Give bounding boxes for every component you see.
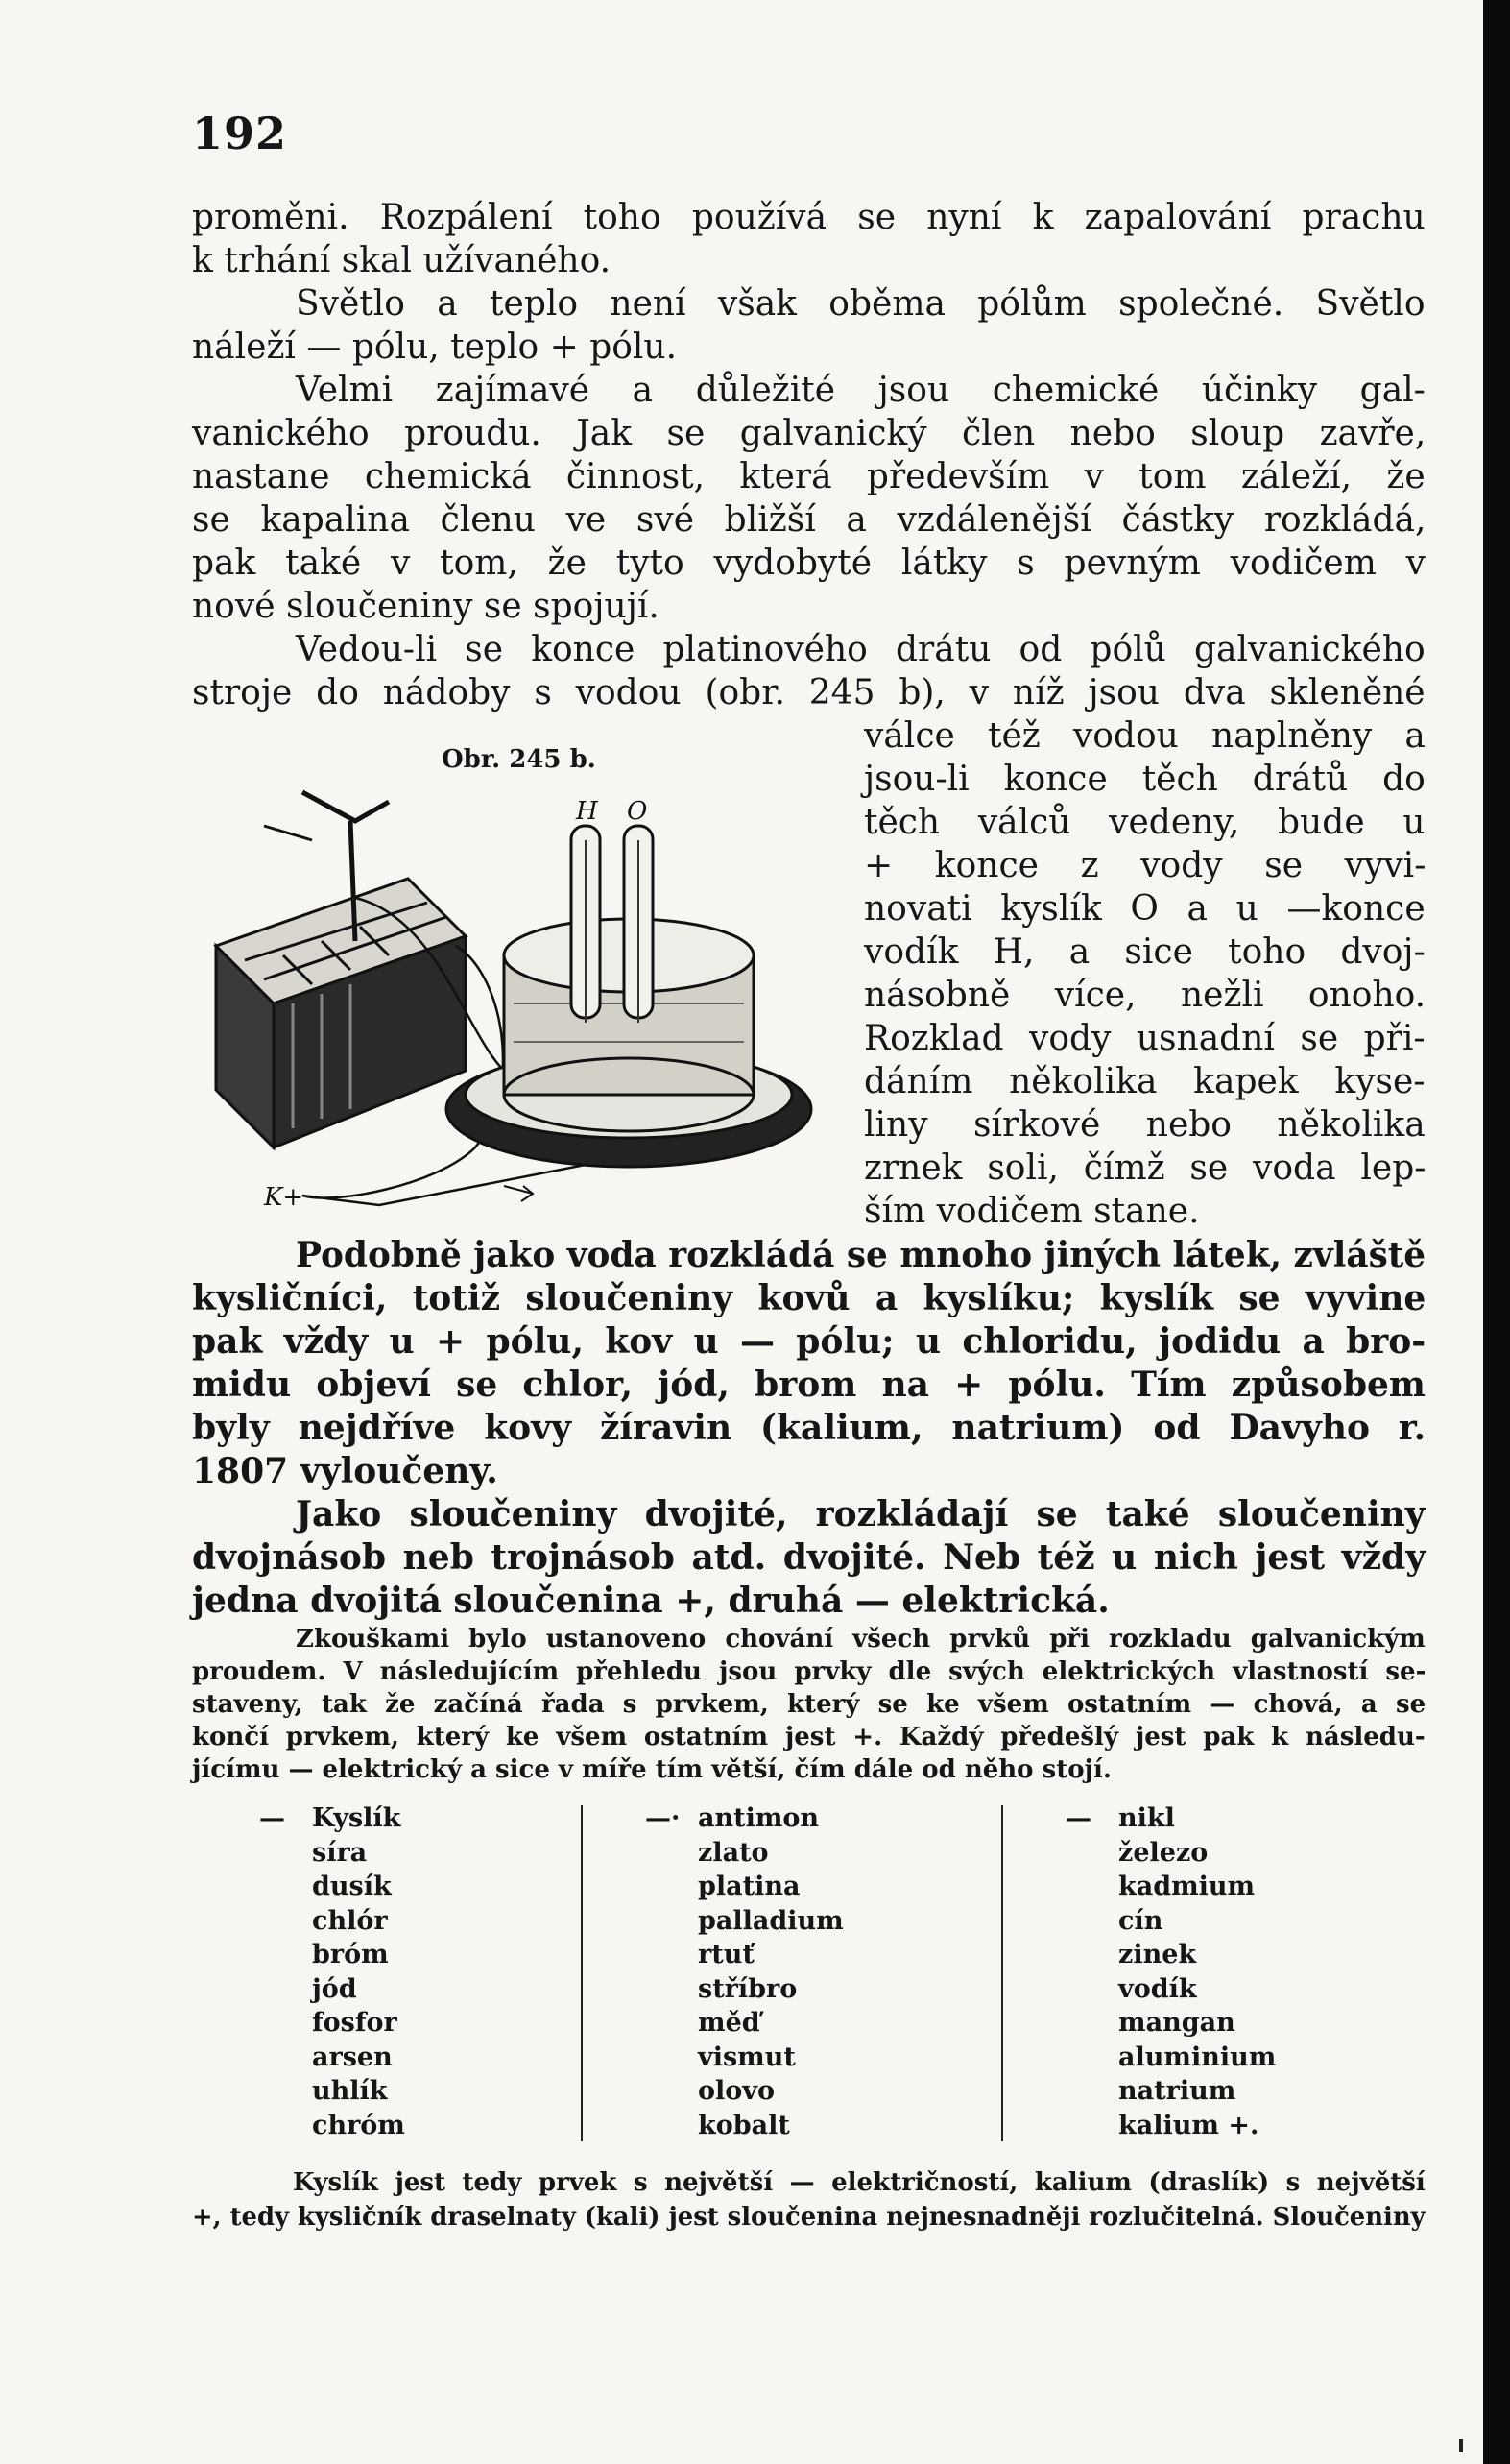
element-name: zlato xyxy=(698,1837,769,1868)
label-k-plus: K+ xyxy=(264,1183,304,1212)
element-name: dusík xyxy=(312,1872,392,1901)
element-name: Kyslík xyxy=(312,1803,401,1833)
text-line: + konce z vody se vyvi- xyxy=(864,846,1426,885)
text-line: vodík H, a sice toho dvoj- xyxy=(864,932,1426,972)
text-line: se kapalina členu ve své bližší a vzdálenější částky rozkládá, xyxy=(192,500,1426,540)
text-line: byly nejdříve kovy žíravin (kalium, natrium) od Davyho r. xyxy=(192,1408,1426,1448)
column-prefix: — xyxy=(259,1803,295,1833)
text-line: končí prvkem, který ke všem ostatním jest +. Každý předešlý jest pak k následu- xyxy=(192,1723,1426,1751)
element-name: chlór xyxy=(312,1905,388,1936)
text-line: Kyslík jest tedy prvek s největší — električností, kalium (draslík) s největší xyxy=(293,2168,1426,2197)
column-prefix: — xyxy=(1066,1803,1101,1833)
element-name: kobalt xyxy=(698,2110,790,2140)
element-name: železo xyxy=(1118,1837,1209,1868)
label-h: H xyxy=(576,797,598,826)
element-name: stříbro xyxy=(698,1973,798,2004)
element-name: měď xyxy=(698,2008,760,2038)
element-name: antimon xyxy=(698,1803,820,1833)
element-name: olovo xyxy=(698,2076,775,2106)
battery-illustration xyxy=(216,792,466,1147)
text-line: dvojnásob neb trojnásob atd. dvojité. Neb též u nich jest vždy xyxy=(192,1537,1426,1578)
element-name: kalium +. xyxy=(1118,2110,1259,2140)
element-name: síra xyxy=(312,1837,368,1868)
text-line: zrnek soli, čímž se voda lep- xyxy=(864,1148,1426,1188)
page-speck xyxy=(1459,2439,1463,2452)
element-name: cín xyxy=(1118,1905,1163,1936)
text-line: kysličníci, totiž sloučeniny kovů a kyslíku; kyslík se vyvine xyxy=(192,1278,1426,1318)
text-line: Zkouškami bylo ustanoveno chování všech prvků při rozkladu galvanickým xyxy=(296,1625,1426,1654)
element-name: chróm xyxy=(312,2110,405,2140)
text-line: násobně více, nežli onoho. xyxy=(864,976,1426,1015)
text-line: proudem. V následujícím přehledu jsou prvky dle svých elektrických vlastností se- xyxy=(192,1657,1426,1686)
page-number: 192 xyxy=(192,108,288,159)
text-line: stroje do nádoby s vodou (obr. 245 b), v níž jsou dva skleněné xyxy=(192,673,1426,713)
element-name: zinek xyxy=(1118,1940,1197,1969)
element-name: vodík xyxy=(1118,1973,1197,2004)
text-line: Jako sloučeniny dvojité, rozkládají se také sloučeniny xyxy=(296,1494,1426,1534)
label-o: O xyxy=(627,797,648,826)
text-line: Rozklad vody usnadní se při- xyxy=(864,1019,1426,1058)
text-line: +, tedy kysličník draselnaty (kali) jest sloučenina nejnesnadněji rozlučitelná. Sloučeniny xyxy=(192,2203,1426,2232)
element-name: kadmium xyxy=(1118,1872,1256,1901)
text-line: jsou-li konce těch drátů do xyxy=(864,760,1426,799)
element-name: palladium xyxy=(698,1905,844,1936)
element-name: bróm xyxy=(312,1940,389,1969)
element-name: vismut xyxy=(698,2041,796,2072)
text-line: liny sírkové nebo několika xyxy=(864,1105,1426,1145)
text-line: Vedou-li se konce platinového drátu od pólů galvanického xyxy=(296,630,1426,669)
text-line: k trhání skal užívaného. xyxy=(192,241,611,280)
element-name: rtuť xyxy=(698,1940,755,1969)
electrolysis-apparatus-figure xyxy=(187,783,859,1224)
element-name: natrium xyxy=(1118,2076,1236,2106)
text-line: 1807 vyloučeny. xyxy=(192,1451,498,1491)
column-divider xyxy=(581,1805,583,2141)
element-name: aluminium xyxy=(1118,2041,1277,2072)
text-line: Podobně jako voda rozkládá se mnoho jiných látek, zvláště xyxy=(296,1235,1426,1275)
text-line: válce též vodou naplněny a xyxy=(864,716,1426,756)
text-line: pak také v tom, že tyto vydobyté látky s pevným vodičem v xyxy=(192,544,1426,583)
element-name: fosfor xyxy=(312,2008,397,2038)
text-line: dáním několika kapek kyse- xyxy=(864,1062,1426,1101)
text-line: Velmi zajímavé a důležité jsou chemické účinky gal- xyxy=(296,371,1426,410)
element-name: arsen xyxy=(312,2041,393,2072)
element-name: platina xyxy=(698,1872,801,1901)
text-line: jedna dvojitá sloučenina +, druhá — elektrická. xyxy=(192,1581,1110,1621)
text-line: novati kyslík O a u —konce xyxy=(864,889,1426,929)
element-name: jód xyxy=(312,1973,357,2004)
text-line: proměni. Rozpálení toho používá se nyní k zapalování prachu xyxy=(192,198,1426,237)
text-line: těch válců vedeny, bude u xyxy=(864,803,1426,842)
text-line: nové sloučeniny se spojují. xyxy=(192,587,659,626)
element-name: uhlík xyxy=(312,2076,388,2106)
text-line: vanického proudu. Jak se galvanický člen nebo sloup zavře, xyxy=(192,414,1426,453)
text-line: Světlo a teplo není však oběma pólům společné. Světlo xyxy=(296,284,1426,324)
text-line: nastane chemická činnost, která především v tom záleží, že xyxy=(192,457,1426,496)
text-line: jícímu — elektrický a sice v míře tím větší, čím dále od něho stojí. xyxy=(192,1755,1112,1784)
column-divider xyxy=(1001,1805,1003,2141)
text-line: náleží — pólu, teplo + pólu. xyxy=(192,327,678,367)
column-prefix: —· xyxy=(645,1803,681,1833)
figure-caption: Obr. 245 b. xyxy=(442,745,596,774)
text-line: pak vždy u + pólu, kov u — pólu; u chloridu, jodidu a bro- xyxy=(192,1321,1426,1362)
element-name: nikl xyxy=(1118,1803,1175,1833)
text-line: midu objeví se chlor, jód, brom na + pólu. Tím způsobem xyxy=(192,1365,1426,1405)
scan-edge xyxy=(1483,0,1510,2464)
text-line: ším vodičem stane. xyxy=(864,1192,1200,1231)
text-line: staveny, tak že začíná řada s prvkem, který se ke všem ostatním — chová, a se xyxy=(192,1690,1426,1719)
element-name: mangan xyxy=(1118,2008,1235,2038)
